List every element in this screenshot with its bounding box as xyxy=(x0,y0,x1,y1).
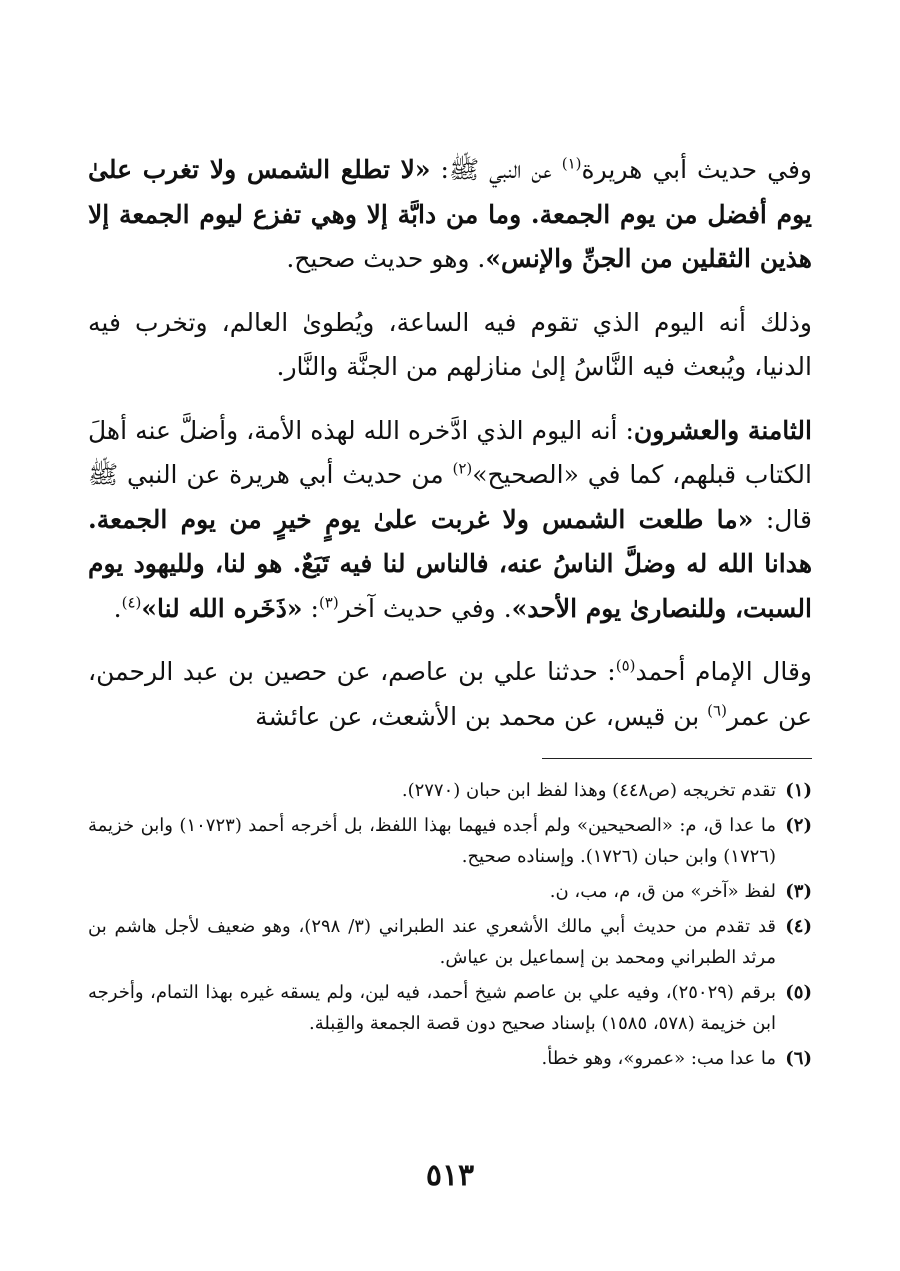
bold-text: «لا تطلع الشمس ولا تغرب علىٰ يوم أفضل من يوم الجمعة. وما من دابَّة إلا وهي تفزع ليوم الجمعة إلا هذين الثقلين من الجنِّ والإنس» xyxy=(88,155,812,273)
paragraph xyxy=(88,148,812,282)
text-run: . وهو حديث صحيح. xyxy=(286,244,486,273)
footnote-text: تقدم تخريجه (ص٤٤٨) وهذا لفظ ابن حبان (٢٧٧٠). xyxy=(401,780,776,801)
footnote-text: ما عدا ق، م: «الصحيحين» ولم أجده فيهما بهذا اللفظ، بل أخرجه أحمد (١٠٧٢٣) وابن خزيمة (١٧٢٦) وابن حبان (١٧٢٦). وإسناده صحيح. xyxy=(88,815,776,867)
footnote-number: (٣) xyxy=(785,881,812,902)
paragraph xyxy=(88,409,812,632)
footnote-ref: (٤) xyxy=(121,593,142,612)
footnote-ref: (٣) xyxy=(318,593,339,612)
footnote-ref: (٥) xyxy=(615,656,636,675)
text-run: وذلك أنه اليوم الذي تقوم فيه الساعة، ويُطوىٰ العالم، وتخرب فيه الدنيا، ويُبعث فيه النَّاسُ إلىٰ منازلهم من الجنَّة والنَّار. xyxy=(88,307,812,381)
footnote xyxy=(88,977,812,1039)
footnote xyxy=(88,810,812,872)
text-run: عن النبي ﷺ: xyxy=(430,155,562,184)
footnote-number: (٥) xyxy=(785,982,812,1003)
main-text xyxy=(88,148,812,739)
footnote-ref: (٦) xyxy=(707,701,727,720)
text-run: . وفي حديث آخر xyxy=(338,593,512,623)
footnote-number: (٤) xyxy=(785,916,812,937)
bold-text: «ذَخَره الله لنا» xyxy=(141,593,303,623)
text-run: : xyxy=(302,593,319,623)
text-run: . xyxy=(113,593,122,623)
footnote-text: لفظ «آخر» من ق، م، مب، ن. xyxy=(549,881,776,902)
text-run: وفي حديث أبي هريرة xyxy=(581,155,812,184)
footnote-ref: (١) xyxy=(561,154,582,173)
text-run: : حدثنا علي بن عاصم، عن حصين بن عبد الرحمن، عن عمر xyxy=(88,657,812,731)
bold-text: الثامنة والعشرون xyxy=(633,415,812,445)
footnote xyxy=(88,876,812,907)
footnote-ref: (٢) xyxy=(452,459,473,478)
paragraph xyxy=(88,650,812,739)
bold-text: «ما طلعت الشمس ولا غربت علىٰ يومٍ خيرٍ من يوم الجمعة. هدانا الله له وضلَّ الناسُ عنه، فالناس لنا فيه تَبَعٌ. هو لنا، ولليهود يوم السبت، وللنصارىٰ يوم الأحد» xyxy=(88,504,812,623)
footnote xyxy=(88,1043,812,1074)
text-run: من حديث أبي هريرة عن النبي ﷺ قال: xyxy=(88,460,812,534)
text-run: : أنه اليوم الذي ادَّخره الله لهذه الأمة، وأضلَّ عنه أهلَ الكتاب قبلهم، كما في «الصحيح» xyxy=(88,415,812,489)
text-run: بن قيس، عن محمد بن الأشعث، عن عائشة xyxy=(255,701,708,731)
footnotes xyxy=(88,775,812,1074)
footnote xyxy=(88,911,812,973)
footnote-text: ما عدا مب: «عمرو»، وهو خطأ. xyxy=(541,1048,776,1069)
footnote-number: (٢) xyxy=(785,815,812,836)
footnote-text: برقم (٢٥٠٢٩)، وفيه علي بن عاصم شيخ أحمد، فيه لين، ولم يسقه غيره بهذا التمام، وأخرجه ابن خزيمة (٥٧٨، ١٥٨٥) بإسناد صحيح دون قصة الجمعة والقِبلة. xyxy=(88,982,776,1034)
text-run: وقال الإمام أحمد xyxy=(635,657,812,686)
footnote xyxy=(88,775,812,806)
footnote-number: (١) xyxy=(785,780,812,801)
page-number: ٥١٣ xyxy=(425,1158,475,1193)
footnote-separator xyxy=(542,758,812,759)
footnote-number: (٦) xyxy=(785,1048,812,1069)
footnote-text: قد تقدم من حديث أبي مالك الأشعري عند الطبراني (٣/ ٢٩٨)، وهو ضعيف لأجل هاشم بن مرثد الطبراني ومحمد بن إسماعيل بن عياش. xyxy=(88,916,776,968)
paragraph xyxy=(88,301,812,390)
